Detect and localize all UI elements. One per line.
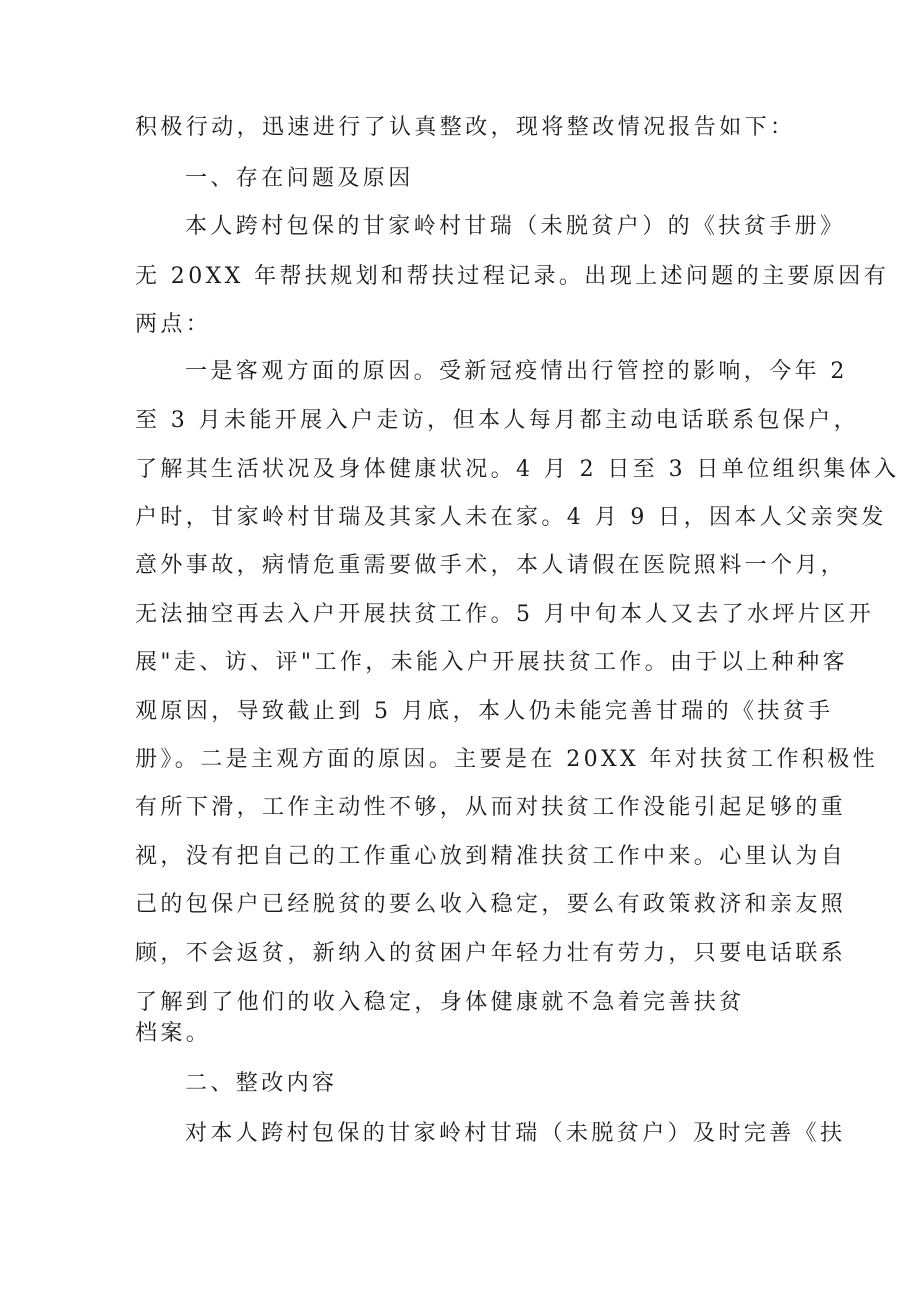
- body-text-line: 展"走、访、评"工作，未能入户开展扶贫工作。由于以上种种客: [135, 650, 848, 675]
- body-text-line: 两点：: [135, 312, 212, 337]
- body-text-line: 一是客观方面的原因。受新冠疫情出行管控的影响，今年 2: [185, 359, 848, 384]
- body-text-line: 顾，不会返贫，新纳入的贫困户年轻力壮有劳力，只要电话联系: [135, 941, 847, 966]
- body-text-line: 了解其生活状况及身体健康状况。4 月 2 日至 3 日单位组织集体入: [135, 457, 900, 482]
- body-text-line: 了解到了他们的收入稳定，身体健康就不急着完善扶贫: [135, 990, 745, 1015]
- section-heading: 二、整改内容: [185, 1071, 338, 1096]
- body-text-line: 档案。: [135, 1021, 212, 1046]
- section-heading: 一、存在问题及原因: [185, 166, 414, 191]
- body-text-line: 己的包保户已经脱贫的要么收入稳定，要么有政策救济和亲友照: [135, 892, 847, 917]
- body-text-line: 观原因，导致截止到 5 月底，本人仍未能完善甘瑞的《扶贫手: [135, 699, 834, 724]
- body-text-line: 户时，甘家岭村甘瑞及其家人未在家。4 月 9 日，因本人父亲突发: [135, 505, 887, 530]
- body-text-line: 无法抽空再去入户开展扶贫工作。5 月中旬本人又去了水坪片区开: [135, 602, 874, 627]
- body-text-line: 积极行动，迅速进行了认真整改，现将整改情况报告如下：: [135, 115, 796, 140]
- body-text-line: 本人跨村包保的甘家岭村甘瑞（未脱贫户）的《扶贫手册》: [185, 214, 846, 239]
- body-text-line: 对本人跨村包保的甘家岭村甘瑞（未脱贫户）及时完善《扶: [185, 1121, 846, 1146]
- body-text-line: 意外事故，病情危重需要做手术，本人请假在医院照料一个月，: [135, 553, 847, 578]
- body-text-line: 无 20XX 年帮扶规划和帮扶过程记录。出现上述问题的主要原因有: [135, 264, 890, 289]
- body-text-line: 至 3 月未能开展入户走访，但本人每月都主动电话联系包保户，: [135, 408, 859, 433]
- body-text-line: 视，没有把自己的工作重心放到精准扶贫工作中来。心里认为自: [135, 844, 847, 869]
- body-text-line: 有所下滑，工作主动性不够，从而对扶贫工作没能引起足够的重: [135, 795, 847, 820]
- body-text-line: 册》。二是主观方面的原因。主要是在 20XX 年对扶贫工作积极性: [135, 747, 879, 772]
